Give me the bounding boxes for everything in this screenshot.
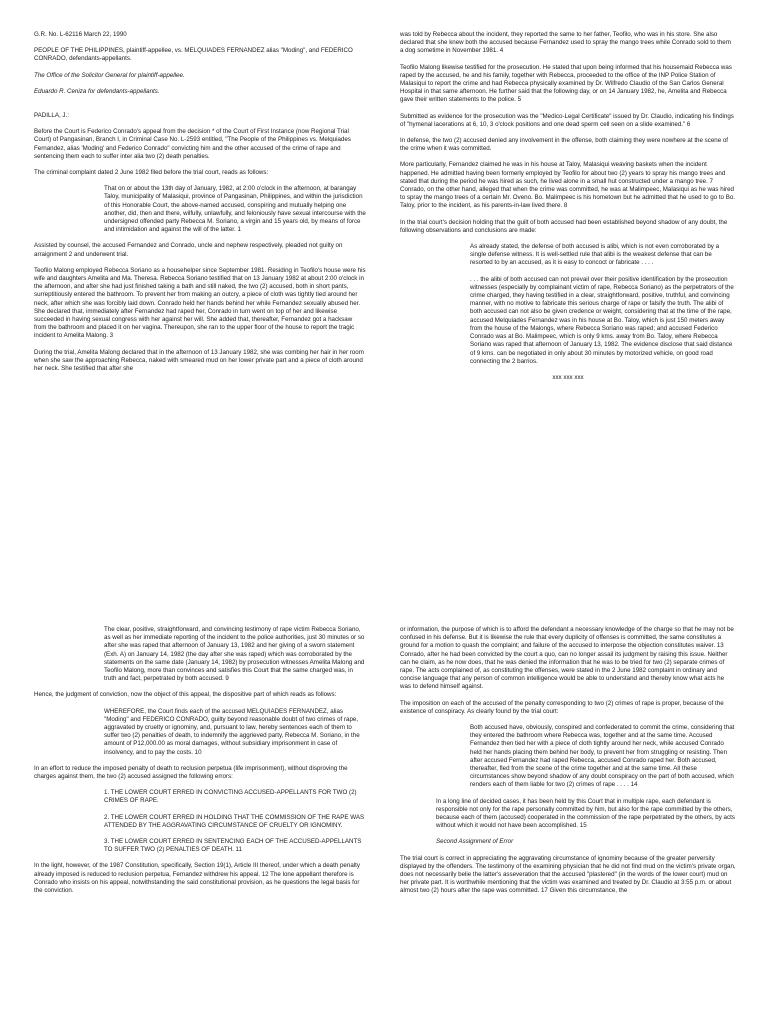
paragraph: or information, the purpose of which is to afford the defendant a necessary knowledge of the charge so that he may not be confused in his defense. But it is likewise the rule that every duplicity of offenses is committed, the same constitutes a ground for a motion to quash the complaint; and failure of the accused to interpose the objection constitutes waiver. 13 Conrado, after he had been convicted by the court a quo, can no longer assail its judgment by raising this issue. Neither can he claim, as he now does, that he was denied the information that he was to be tried for two (2) separate crimes of rape. The acts complained of, as constituting the offenses, were stated in the 2 June 1982 complaint in ordinary and concise language that any person of common intelligence would be able to understand and thereby know what acts he was to defend himself against. [400,626,734,691]
paragraph: Assisted by counsel, the accused Fernandez and Conrado, uncle and nephew respectively, pleaded not guilty on arraignment 2 and underwent trial. [34,242,343,258]
block-quote: In a long line of decided cases, it has been held by this Court that in multiple rape, each defendant is responsible not only for the rape personally committed by him, but also for the rape committed by the others, because each of them (accused) cooperated in the commission of the rape perpetrated by the others, by acts without which it would not have been accomplished. 15 [436,797,735,830]
section-separator: xxx xxx xxx [552,373,584,381]
block-quote: Both accused have, obviously, conspired and confederated to commit the crime, considering that they entered the bathroom where Rebecca was, together and at the same time. Accused Fernandez then tied her with a piece of cloth tightly around her neck, while accused Conrado held her hands placing them behind her body, to prevent her from struggling or resisting. Then after accused Fernandez had raped Rebecca, accused Conrado raped her. Both accused, thereafter, fled from the scene of the crime together and at the same time. All these circumstances show beyond shadow of any doubt conspiracy on the part of both accused, which renders each of them liable for two (2) crimes of rape . . . . 14 [470,724,735,789]
paragraph: In the trial court's decision holding that the guilt of both accused had been established beyond shadow of any doubt, the following observations and conclusions are made: [400,218,728,234]
block-quote: WHEREFORE, the Court finds each of the accused MELQUIADES FERNANDEZ, alias "Moding" and FEDERICO CONRADO, guilty beyond reasonable doubt of two crimes of rape, aggravated by cruelty or ignominy, and, pursuant to law, hereby sentences each of them to suffer two (2) penalties of death, to indemnify the aggrieved party, Rebecca M. Soriano, in the amount of P12,000.00 as moral damages, without subsidiary imprisonment in case of insolvency, and to pay the costs. 10 [104,707,360,756]
paragraph: More particularly, Fernandez claimed he was in his house at Taloy, Malasiqui weaving baskets when the incident happened. He admitted having been formerly employed by Teofilo for about two (2) years to spray his mango trees and stated that during the period he was hired as such, he lived alone in a small hut constructed under a mango tree. 7 Conrado, on the other hand, alleged that when the crime was committed, he was at Malimpeec, Malasiqui as he was hired to spray the mango trees of a certain Mr. Oveno. Bo. Malimpeec is his hometown but he admitted that he used to go to Bo. Taloy, prior to the incident, as his parents-in-law lived there. 8 [400,161,735,210]
block-quote: . . . the alibi of both accused can not prevail over their positive identification by the prosecution witnesses (especially by complainant victim of rape, Rebecca Soriano) as the perpetrators of the crime charged, they having testified in a clear, straightforward, positive, truthful, and convincing manner, with no motive to fabricate this serious charge of rape or falsify the truth. The alibi of both accused can not also be given credence or weight, considering that at the time of the rape, accused Melquiades Fernandez was in his house at Bo. Taloy, which is just 150 meters away from the house of the Malongs, where Rebecca Soriano was raped; and accused Federico Conrado was at Bo. Malimpeec, which is only 9 kms. away from Bo. Taloy, where Rebecca Soriano was raped that afternoon of January 13, 1982. The evidence disclose that said distance of 9 kms. can be negotiated in only about 30 minutes by motorized vehicle, on good road connecting the 2 barrios. [470,275,734,365]
block-quote: As already stated, the defense of both accused is alibi, which is not even corroborated by a single defense witness. It is well-settled rule that alibi is the weakest defense that can be resorted to by an accused, as it is easy to concoct or fabricate . . . . [470,243,720,267]
paragraph: The imposition on each of the accused of the penalty corresponding to two (2) crimes of rape is proper, because of the existence of conspiracy. As clearly found by the trial court: [400,699,724,715]
block-quote: That on or about the 13th day of January, 1982, at 2:00 o'clock in the afternoon, at barangay Taloy, municipality of Malasiqui, province of Pangasinan, Philippines, and within the jurisdiction of this Honorable Court, the above-named accused, conspiring and mutually helping one another, did, then and there, wilfully, unlawfully, and feloniously have sexual intercourse with the undersigned offended party Rebecca M. Soriano, a virgin and 15 years old, by means of force and intimidation and against the will of the latter. 1 [104,185,366,234]
case-number: G.R. No. L-62116 March 22, 1990 [34,31,127,38]
paragraph: In defense, the two (2) accused denied any involvement in the offense, both claiming they were nowhere at the scene of the crime when it was committed. [400,137,729,153]
paragraph: In an effort to reduce the imposed penalty of death to reclusion perpetua (life imprisonment), without disproving the charges against them, the two (2) accused assigned the following errors: [34,764,348,781]
paragraph: Submitted as evidence for the prosecution was the "Medico-Legal Certificate" issued by Dr. Claudio, indicating his findings of "hymenal lacerations at 6, 10, 3 o'clock positions and one dead sperm cell seen on a slide examined." 6 [400,112,734,128]
assigned-error: 1. THE LOWER COURT ERRED IN CONVICTING ACCUSED-APPELLANTS FOR TWO (2) CRIMES OF RAPE. [104,789,357,805]
page1-left-column [34,31,366,381]
section-heading: Second Assignment of Error [436,838,514,846]
paragraph: Teofilo Malong likewise testified for the prosecution. He stated that upon being informed that his housemaid Rebecca was raped by the accused, he and his family, together with Rebecca, proceeded to the office of the INP Police Station of Malasiqui to report the crime and had Rebecca physically examined by Dr. Wilfredo Claudio of the San Carlos General Hospital in that same afternoon. He further said that the following day, or on 14 January 1982, he, Amelita and Rebecca gave their written statements to the police. 5 [400,63,732,104]
paragraph: In the light, however, of the 1987 Constitution, specifically, Section 19(1), Article III thereof, under which a death penalty already imposed is reduced to reclusion perpetua, Fernandez withdrew his appeal. 12 The lone appellant therefore is Conrado who insists on his appeal, notwithstanding the said constitutional provision, as he questions the legal basis for the conviction. [34,862,360,895]
paragraph: The criminal complaint dated 2 June 1982 filed before the trial court, reads as follows: [34,169,269,177]
paragraph: Hence, the judgment of conviction, now the object of this appeal, the dispositive part of which reads as follows: [34,691,337,699]
paragraph: Before the Court is Federico Conrado's appeal from the decision * of the Court of First Instance (now Regional Trial Court) of Pangasinan, Branch I, in Criminal Case No. L-2593 entitled, "The People of the Philippines vs. Melquiades Fernandez, alias 'Moding' and Federico Conrado" convicting him and the other accused of the crime of rape and sentencing them each to suffer inter alia two (2) death penalties. [34,128,351,160]
assigned-error: 3. THE LOWER COURT ERRED IN SENTENCING EACH OF THE ACCUSED-APPELLANTS TO SUFFER TWO (2) PENALTIES OF DEATH. 11 [104,838,362,854]
paragraph: was told by Rebecca about the incident, they reported the same to her father, Teofilo, who was in his store. She also declared that she knew both the accused because Fernandez used to spray the mango trees while Conrado sold to them a dog sometime in November 1981. 4 [400,31,731,55]
ponente: PADILLA, J.: [34,112,69,120]
block-quote: The clear, positive, straightforward, and convincing testimony of rape victim Rebecca Soriano, as well as her immediate reporting of the incident to the police authorities, just 30 minutes or so after she was raped that afternoon of January 13, 1982 and her giving of a sworn statement (Exh. A) on January 14, 1982 (the day after she was raped) which was corroborated by the statements on the same date (January 14, 1982) by prosecution witnesses Amelita Malong and Teofilo Malong, more than convinces and satisfies this Court that the same charged was, in truth and fact, perpetrated by both accused. 9 [104,626,365,683]
paragraph: The trial court is correct in appreciating the aggravating circumstance of ignominy because of the greater perversity displayed by the offenders. The testimony of the examining physician that he did not find mud on the victim's private organ, does not necessarily belie the latter's asseveration that the accused "plastered" (in the words of the lower court) mud on her private part. It is worthwhile mentioning that the victim was examined and treated by Dr. Claudio at 3:55 p.m. or about almost two (2) hours after the rape was committed. 17 Given this circumstance, the [400,854,736,895]
assigned-error: 2. THE LOWER COURT ERRED IN HOLDING THAT THE COMMISSION OF THE RAPE WAS ATTENDED BY THE AGGRAVATING CIRCUMSTANCE OF CRUELTY OR IGNOMINY. [104,813,365,829]
counsel-appellants: Eduardo R. Ceniza for defendants-appellants. [34,87,160,95]
counsel-appellee: The Office of the Solicitor General for plaintiff-appellee. [34,71,185,79]
page2-right-column [400,626,736,904]
case-parties: PEOPLE OF THE PHILIPPINES, plaintiff-appellee, vs. MELQUIADES FERNANDEZ alias "Moding", and FEDERICO CONRADO, defendants-appellants. [34,47,353,63]
page1-right-column [400,31,736,390]
paragraph: During the trial, Amelita Malong declared that in the afternoon of 13 January 1982, she was combing her hair in her room when she saw the approaching Rebecca, naked with smeared mud on her lower private part and a piece of cloth around her neck. She testified that after she [34,348,364,373]
page2-left-column [34,626,366,903]
paragraph: Teofilo Malong employed Rebecca Soriano as a househelper since September 1981. Residing in Teofilo's house were his wife and daughters Amelita and Ma. Theresa. Rebecca Soriano testified that on 13 January 1982 at about 2:00 o'clock in the afternoon, and after she had just finished taking a bath and still naked, the two (2) accused, both in short pants, surreptitiously entered the bathroom. To prevent her from making an outcry, a piece of cloth was tightly tied around her neck, after which she was forcibly laid down. Conrado held her hands behind her while Fernandez sexually abused her. She declared that, immediately after Fernandez had raped her, Conrado in turn went on top of her and likewise succeeded in having sexual congress with her against her will. She added that, thereafter, Fernandez got a hacksaw from the bathroom and placed it on her vagina. Thereupon, she ran to the upper floor of the house to report the tragic incident to Amelita Malong. 3 [34,266,366,340]
